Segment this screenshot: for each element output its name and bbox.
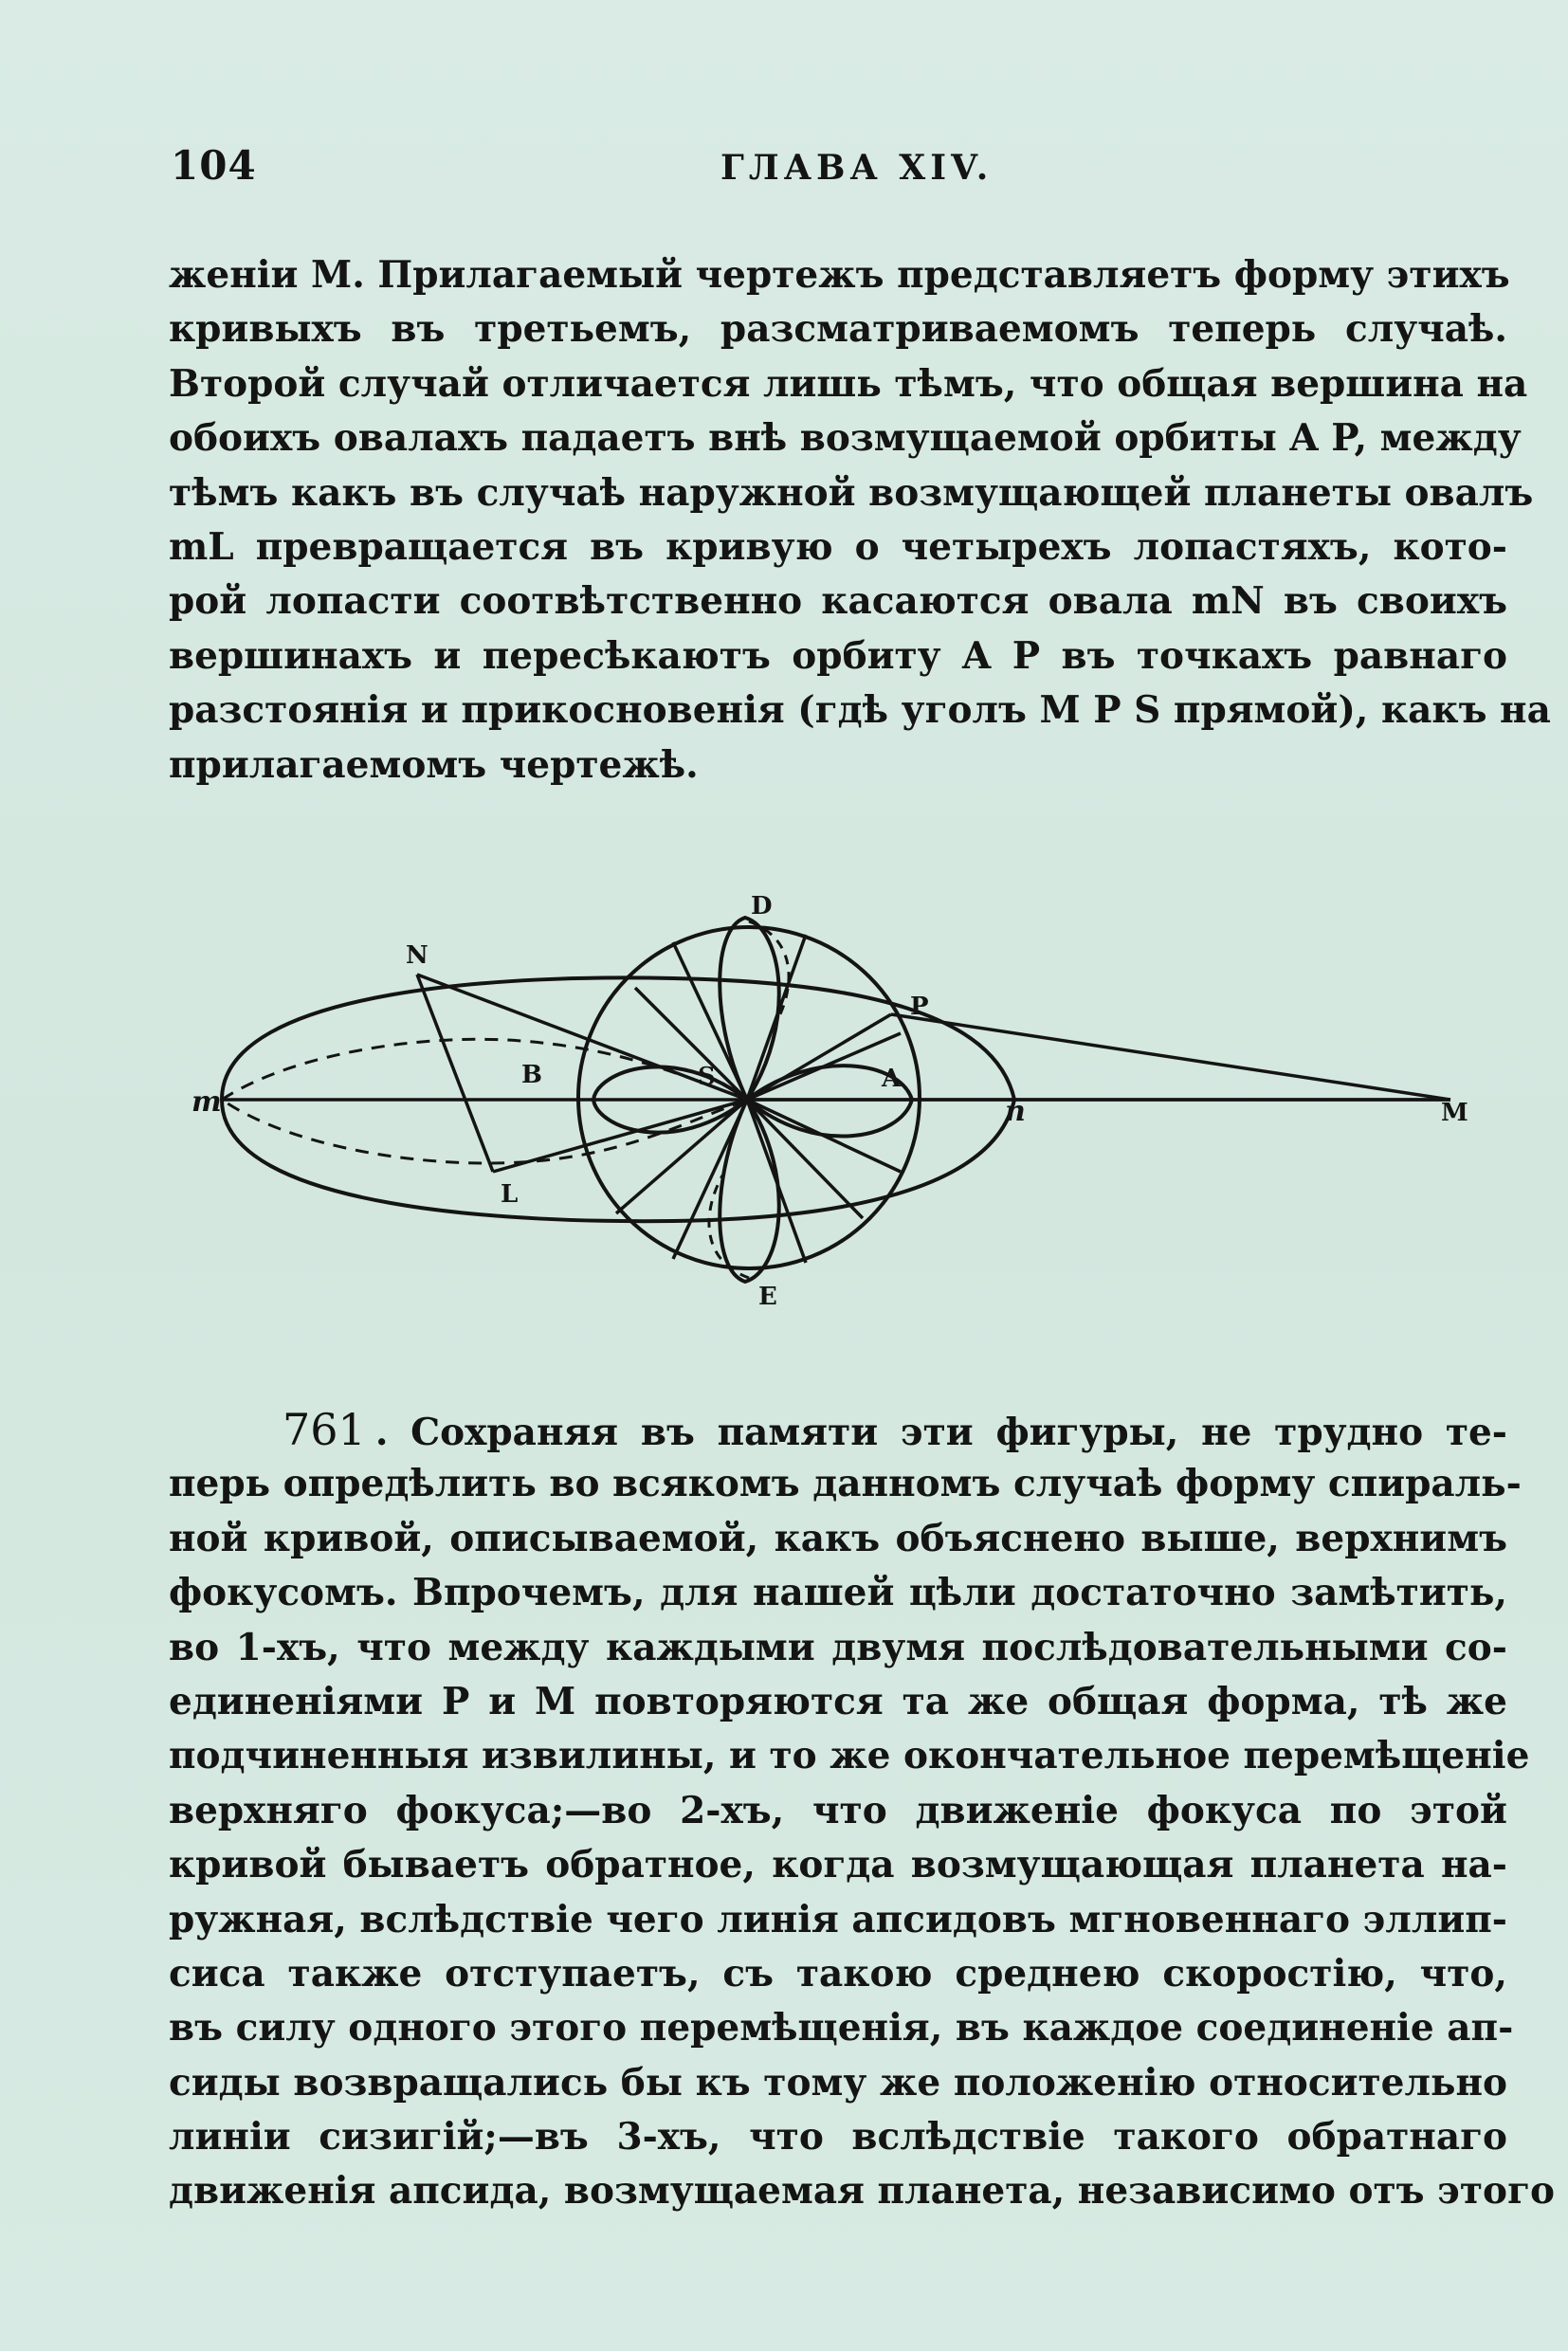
orbit-diagram (142, 872, 1526, 1327)
text-line: перь опредѣлить во всякомъ данномъ случаѣ форму спираль- (169, 1462, 1522, 1506)
text-line: движенія апсида, возмущаемая планета, независимо отъ этого (169, 2169, 1555, 2214)
lobe-e (720, 1100, 779, 1282)
chapter-title: ГЛАВА XIV. (720, 148, 994, 188)
paragraph-number: 761 (283, 1404, 366, 1455)
label-d: D (751, 892, 773, 920)
ray-9 (747, 1100, 863, 1218)
text-line: mL превращается въ кривую о четырехъ лопастяхъ, кото- (169, 524, 1507, 569)
dashed-arc-d (749, 921, 789, 1024)
label-n: N (406, 941, 428, 970)
text-line: фокусомъ. Впрочемъ, для нашей цѣли достаточно замѣтить, (169, 1571, 1507, 1615)
text-line: верхняго фокуса;—во 2-хъ, что движеніе фокуса по этой (169, 1788, 1507, 1832)
first-line-text: . Сохраняя въ памяти эти фигуры, не трудно те- (374, 1411, 1507, 1454)
label-s: S (698, 1063, 716, 1091)
text-line: вершинахъ и пересѣкаютъ орбиту A P въ точкахъ равнаго (169, 633, 1507, 678)
text-line: въ силу одного этого перемѣщенія, въ каждое соединеніе ап- (169, 2006, 1514, 2050)
text-line: прилагаемомъ чертежѣ. (169, 742, 699, 787)
label-m-large: M (1441, 1099, 1468, 1127)
line-n-l (417, 975, 493, 1172)
text-line: кривыхъ въ третьемъ, разсматриваемомъ теперь случаѣ. (169, 307, 1507, 352)
text-line: тѣмъ какъ въ случаѣ наружной возмущающей планеты овалъ (169, 470, 1534, 515)
label-a: A (882, 1065, 902, 1093)
lobe-d (720, 918, 779, 1100)
text-line: обоихъ овалахъ падаетъ внѣ возмущаемой орбиты A P, между (169, 416, 1522, 461)
text-line: сиды возвращались бы къ тому же положенію относительно (169, 2060, 1507, 2105)
text-line: подчиненныя извилины, и то же окончательное перемѣщеніе (169, 1734, 1530, 1778)
text-line: линіи сизигій;—въ 3-хъ, что вслѣдствіе такого обратнаго (169, 2115, 1507, 2160)
label-m-small: m (191, 1085, 222, 1119)
page-number: 104 (171, 142, 257, 189)
text-line: сиса также отступаетъ, съ такою среднею скоростію, что, (169, 1951, 1507, 1996)
label-e: E (758, 1283, 777, 1311)
text-line: во 1-хъ, что между каждыми двумя послѣдовательными со- (169, 1625, 1507, 1669)
ray-7 (673, 1100, 747, 1259)
line-l-s (493, 1100, 747, 1172)
ray-3 (635, 988, 747, 1100)
text-line: рой лопасти соотвѣтственно касаются овала mN въ своихъ (169, 579, 1507, 624)
page-header (171, 142, 1403, 199)
text-line-first (169, 1403, 1507, 1457)
line-p-m (891, 1014, 1450, 1100)
text-line: разстоянія и прикосновенія (гдѣ уголъ M P S прямой), какъ на (169, 688, 1551, 733)
ray-4 (747, 1033, 901, 1100)
text-line: женіи M. Прилагаемый чертежъ представляетъ форму этихъ (169, 253, 1510, 297)
paragraph-761 (169, 1403, 1555, 2219)
label-n-small: n (1005, 1095, 1026, 1128)
text-line: кривой бываетъ обратное, когда возмущающая планета на- (169, 1843, 1507, 1887)
label-b: B (521, 1061, 542, 1089)
text-line: ной кривой, описываемой, какъ объяснено выше, верхнимъ (169, 1516, 1507, 1560)
text-line: Второй случай отличается лишь тѣмъ, что общая вершина на (169, 361, 1528, 406)
label-p: P (910, 993, 929, 1021)
text-line: единеніями P и M повторяются та же общая форма, тѣ же (169, 1679, 1507, 1723)
orbit-diagram-svg (142, 872, 1526, 1327)
paragraph-continued (169, 248, 1551, 793)
text-line: ружная, вслѣдствіе чего линія апсидовъ мгновеннаго эллип- (169, 1897, 1507, 1941)
label-l: L (501, 1180, 519, 1209)
